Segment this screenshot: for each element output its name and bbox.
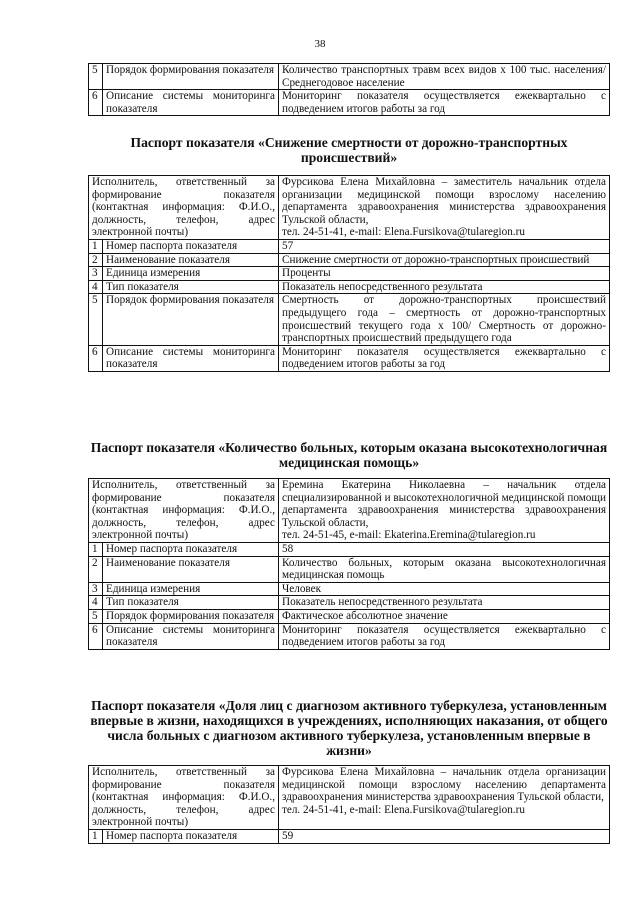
executor-row [89, 479, 610, 543]
table-row [89, 64, 610, 90]
row-label: Описание системы мониторинга показателя [103, 623, 279, 649]
row-value: 59 [279, 829, 610, 843]
row-value: Количество транспортных травм всех видов x 100 тыс. населения/Среднегодовое население [279, 64, 610, 90]
executor-cell [279, 176, 610, 240]
table-row [89, 90, 610, 116]
executor-cell [279, 479, 610, 543]
executor-cell [279, 766, 610, 830]
row-number: 6 [89, 345, 103, 371]
row-label: Номер паспорта показателя [103, 542, 279, 556]
row-number: 5 [89, 294, 103, 345]
table-row [89, 829, 610, 843]
row-value: Показатель непосредственного результата [279, 280, 610, 294]
section-title: Паспорт показателя «Количество больных, которым оказана высокотехнологичная медицинская помощь» [90, 440, 608, 470]
row-value: Проценты [279, 267, 610, 281]
top-table [88, 63, 610, 116]
executor-contact: тел. 24-51-45, e-mail: Ekaterina.Eremina@tularegion.ru [282, 529, 536, 542]
row-value: 58 [279, 542, 610, 556]
row-number: 4 [89, 596, 103, 610]
table-row [89, 582, 610, 596]
table-row [89, 253, 610, 267]
executor-label: Исполнитель, ответственный за формирование показателя (контактная информация: Ф.И.О., должность, телефон, адрес электронной почты) [89, 479, 279, 543]
row-number: 1 [89, 829, 103, 843]
table-row [89, 542, 610, 556]
row-number: 4 [89, 280, 103, 294]
row-value: Показатель непосредственного результата [279, 596, 610, 610]
row-number: 2 [89, 253, 103, 267]
row-label: Описание системы мониторинга показателя [103, 90, 279, 116]
row-value: Количество больных, которым оказана высокотехнологичная медицинская помощь [279, 556, 610, 582]
row-number: 1 [89, 542, 103, 556]
passport-table-block [88, 478, 610, 650]
row-number: 3 [89, 267, 103, 281]
row-label: Номер паспорта показателя [103, 829, 279, 843]
row-label: Наименование показателя [103, 556, 279, 582]
passport-table-block [88, 175, 610, 372]
row-label: Порядок формирования показателя [103, 64, 279, 90]
table-row [89, 239, 610, 253]
row-label: Порядок формирования показателя [103, 294, 279, 345]
page-number: 38 [314, 38, 326, 50]
row-number: 2 [89, 556, 103, 582]
table-row [89, 556, 610, 582]
passport-table [88, 765, 610, 844]
executor-contact: тел. 24-51-41, e-mail: Elena.Fursikova@tularegion.ru [282, 226, 525, 239]
executor-contact: тел. 24-51-41, e-mail: Elena.Fursikova@tularegion.ru [282, 803, 525, 816]
table-row [89, 345, 610, 371]
passport-table-block [88, 765, 610, 844]
executor-value: Фурсикова Елена Михайловна – заместитель начальник отдела организации медицинской помощи взрослому населению департамента здравоохранения министерства здравоохранения Тульской области, [282, 176, 606, 226]
row-value: Человек [279, 582, 610, 596]
table-row [89, 294, 610, 345]
row-value: Мониторинг показателя осуществляется ежеквартально с подведением итогов работы за год [279, 345, 610, 371]
executor-row [89, 176, 610, 240]
executor-label: Исполнитель, ответственный за формирование показателя (контактная информация: Ф.И.О., должность, телефон, адрес электронной почты) [89, 176, 279, 240]
row-value: Мониторинг показателя осуществляется ежеквартально с подведением итогов работы за год [279, 623, 610, 649]
section-title: Паспорт показателя «Снижение смертности от дорожно-транспортных происшествий» [130, 135, 568, 165]
table-row [89, 623, 610, 649]
row-number: 6 [89, 90, 103, 116]
section-title: Паспорт показателя «Доля лиц с диагнозом активного туберкулеза, установленным впервые в жизни, находящихся в учреждениях, исполняющих наказания, от общего числа больных с диагнозом активного туберкулеза, установленным впервые в жизни» [90, 698, 608, 758]
row-number: 1 [89, 239, 103, 253]
row-label: Тип показателя [103, 280, 279, 294]
row-value: Мониторинг показателя осуществляется ежеквартально с подведением итогов работы за год [279, 90, 610, 116]
row-number: 5 [89, 609, 103, 623]
table-row [89, 609, 610, 623]
row-label: Номер паспорта показателя [103, 239, 279, 253]
executor-value: Фурсикова Елена Михайловна – начальник отдела организации медицинской помощи взрослому населению департамента здравоохранения министерства здравоохранения Тульской области, [282, 766, 606, 804]
row-value: 57 [279, 239, 610, 253]
row-number: 3 [89, 582, 103, 596]
row-value: Смертность от дорожно-транспортных происшествий предыдущего года – смертность от дорожно-транспортных происшествий текущего года x 100/ Смертность от дорожно-транспортных происшествий предыдущего года [279, 294, 610, 345]
row-label: Тип показателя [103, 596, 279, 610]
row-value: Снижение смертности от дорожно-транспортных происшествий [279, 253, 610, 267]
passport-table [88, 478, 610, 650]
executor-label: Исполнитель, ответственный за формирование показателя (контактная информация: Ф.И.О., должность, телефон, адрес электронной почты) [89, 766, 279, 830]
table-row [89, 267, 610, 281]
table-row [89, 280, 610, 294]
row-number: 5 [89, 64, 103, 90]
row-label: Наименование показателя [103, 253, 279, 267]
table-row [89, 596, 610, 610]
top-table-block [88, 63, 610, 116]
executor-row [89, 766, 610, 830]
row-label: Порядок формирования показателя [103, 609, 279, 623]
row-number: 6 [89, 623, 103, 649]
row-label: Описание системы мониторинга показателя [103, 345, 279, 371]
row-label: Единица измерения [103, 267, 279, 281]
row-label: Единица измерения [103, 582, 279, 596]
passport-table [88, 175, 610, 372]
row-value: Фактическое абсолютное значение [279, 609, 610, 623]
executor-value: Еремина Екатерина Николаевна – начальник отдела специализированной и высокотехнологичной медицинской помощи департамента здравоохранения министерства здравоохранения Тульской области, [282, 479, 606, 529]
